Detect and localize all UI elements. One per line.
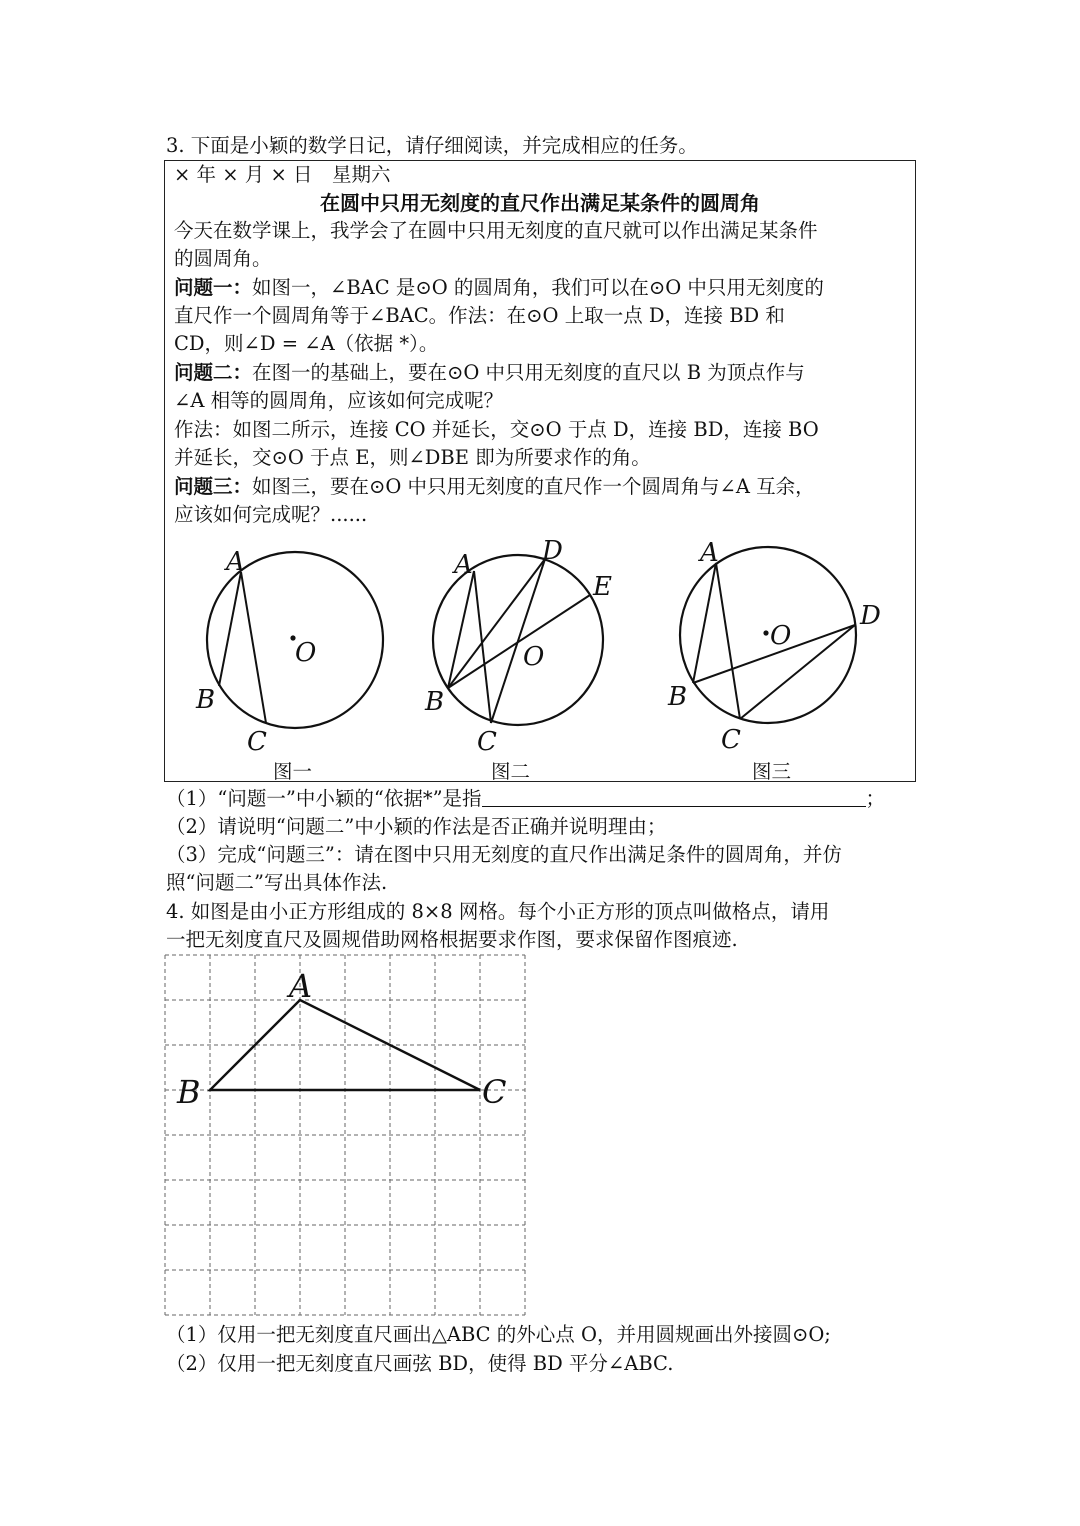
q4-task1: （1）仅用一把无刻度直尺画出△ABC 的外心点 O，并用圆规画出外接圆⊙O; [166, 1323, 831, 1346]
q4-intro-line2: 一把无刻度直尺及圆规借助网格根据要求作图，要求保留作图痕迹. [166, 928, 738, 951]
problem2-line3: 作法：如图二所示，连接 CO 并延长，交⊙O 于点 D，连接 BD，连接 BO [174, 418, 819, 441]
q3-intro: 3. 下面是小颖的数学日记，请仔细阅读，并完成相应的任务。 [166, 134, 698, 157]
label-c: C [721, 725, 741, 755]
grid-label-b: B [177, 1073, 201, 1111]
label-a: A [454, 550, 473, 580]
answer-blank[interactable] [482, 788, 866, 807]
q3-task1-end: ； [865, 787, 886, 810]
caption-figure-3: 图三 [752, 760, 792, 783]
label-c: C [247, 727, 267, 757]
grid-label-c: C [482, 1073, 507, 1111]
caption-figure-1: 图一 [273, 760, 313, 783]
q4-intro-line1: 4. 如图是由小正方形组成的 8×8 网格。每个小正方形的顶点叫做格点，请用 [166, 900, 830, 923]
q3-task3-line2: 照“问题二”写出具体作法. [166, 871, 388, 894]
problem1-label: 问题一： [174, 276, 253, 299]
chord-ac [716, 563, 740, 719]
diary-paragraph-line1: 今天在数学课上，我学会了在圆中只用无刻度的直尺就可以作出满足某条件 [174, 219, 818, 242]
problem2-label: 问题二： [174, 361, 253, 384]
problem2-line2: ∠A 相等的圆周角，应该如何完成呢？ [174, 389, 504, 412]
label-o: O [295, 638, 317, 668]
problem3-label: 问题三： [174, 475, 253, 498]
label-b: B [425, 687, 445, 717]
problem2-text: 在图一的基础上，要在⊙O 中只用无刻度的直尺以 B 为顶点作与 [252, 361, 805, 384]
problem3-text: 如图三，要在⊙O 中只用无刻度的直尺作一个圆周角与∠A 互余， [252, 475, 815, 498]
chord-ab [693, 563, 716, 683]
line-cd [740, 625, 855, 719]
grid-figure [150, 945, 540, 1330]
problem3-line2: 应该如何完成呢？...... [174, 503, 368, 526]
label-d: D [860, 601, 881, 631]
q3-task2: （2）请说明“问题二”中小颖的作法是否正确并说明理由； [166, 815, 667, 838]
grid-label-a: A [289, 967, 313, 1005]
q3-task1 [166, 787, 885, 811]
figure-1 [190, 540, 400, 760]
diary-date: × 年 × 月 × 日 星期六 [174, 163, 391, 186]
center-dot [763, 630, 768, 635]
diary-title: 在圆中只用无刻度的直尺作出满足某条件的圆周角 [320, 191, 760, 215]
label-a: A [226, 547, 245, 577]
figure-2 [420, 535, 620, 760]
label-o: O [523, 642, 545, 672]
label-d: D [542, 536, 563, 566]
label-o: O [770, 621, 792, 651]
figure-3 [660, 535, 900, 760]
label-e: E [593, 572, 612, 602]
problem1-line3: CD，则∠D = ∠A（依据 *）。 [174, 332, 439, 355]
problem3-line1 [174, 475, 815, 499]
q4-task2: （2）仅用一把无刻度直尺画弦 BD，使得 BD 平分∠ABC. [166, 1352, 674, 1375]
label-a: A [700, 538, 719, 568]
problem1-text: 如图一，∠BAC 是⊙O 的圆周角，我们可以在⊙O 中只用无刻度的 [252, 276, 824, 299]
caption-figure-2: 图二 [491, 760, 531, 783]
problem1-line1 [174, 276, 824, 300]
label-b: B [196, 685, 216, 715]
line-be [448, 595, 590, 688]
chord-ac [474, 571, 491, 723]
problem1-line2: 直尺作一个圆周角等于∠BAC。作法：在⊙O 上取一点 D，连接 BD 和 [174, 304, 785, 327]
label-c: C [477, 727, 497, 757]
diary-paragraph-line2: 的圆周角。 [174, 247, 272, 270]
problem2-line4: 并延长，交⊙O 于点 E，则∠DBE 即为所要求作的角。 [174, 446, 651, 469]
chord-ac [241, 572, 266, 723]
q3-task1-text: （1）“问题一”中小颖的“依据*”是指 [166, 787, 482, 810]
label-b: B [668, 682, 688, 712]
q3-task3-line1: （3）完成“问题三”：请在图中只用无刻度的直尺作出满足条件的圆周角，并仿 [166, 843, 842, 866]
problem2-line1 [174, 361, 805, 385]
